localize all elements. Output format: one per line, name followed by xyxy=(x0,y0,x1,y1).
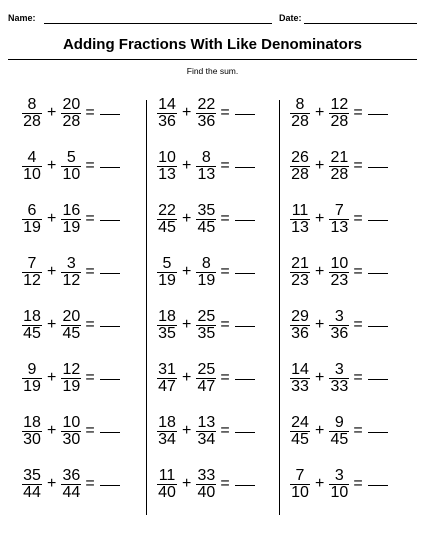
numerator: 14 xyxy=(291,360,309,378)
problem-item xyxy=(157,252,255,292)
plus-sign: + xyxy=(182,104,192,121)
addend-fraction xyxy=(157,256,177,289)
denominator: 19 xyxy=(23,377,41,395)
equals-sign: = xyxy=(353,104,363,121)
denominator: 12 xyxy=(62,271,81,289)
plus-sign: + xyxy=(47,104,57,121)
numerator: 22 xyxy=(197,95,216,113)
addend-fraction xyxy=(61,415,81,448)
denominator: 45 xyxy=(62,324,81,342)
answer-blank[interactable] xyxy=(368,326,388,327)
equals-sign: = xyxy=(85,316,95,333)
addend-fraction xyxy=(157,415,177,448)
numerator: 20 xyxy=(62,95,81,113)
addend-fraction xyxy=(61,97,81,130)
problem-item xyxy=(22,93,120,133)
numerator: 5 xyxy=(157,256,177,273)
denominator: 44 xyxy=(23,483,41,501)
addend-fraction xyxy=(157,309,177,342)
numerator: 8 xyxy=(196,256,216,273)
addend-fraction xyxy=(329,362,349,395)
plus-sign: + xyxy=(47,475,57,492)
answer-blank[interactable] xyxy=(235,273,255,274)
denominator: 13 xyxy=(291,218,309,236)
answer-blank[interactable] xyxy=(368,379,388,380)
equals-sign: = xyxy=(353,475,363,492)
numerator: 11 xyxy=(158,466,176,484)
problem-item xyxy=(157,93,255,133)
equals-sign: = xyxy=(353,422,363,439)
addend-fraction xyxy=(22,362,42,395)
worksheet-title: Adding Fractions With Like Denominators xyxy=(62,36,363,53)
answer-blank[interactable] xyxy=(235,326,255,327)
problem-item xyxy=(157,199,255,239)
plus-sign: + xyxy=(182,210,192,227)
addend-fraction xyxy=(157,97,177,130)
numerator: 3 xyxy=(329,362,349,379)
answer-blank[interactable] xyxy=(100,273,120,274)
problem-item xyxy=(22,464,120,504)
addend-fraction xyxy=(157,362,177,395)
addend-fraction xyxy=(22,97,42,130)
addend-fraction xyxy=(290,362,310,395)
plus-sign: + xyxy=(182,475,192,492)
denominator: 45 xyxy=(158,218,176,236)
addend-fraction xyxy=(196,150,216,183)
equals-sign: = xyxy=(353,369,363,386)
plus-sign: + xyxy=(47,210,57,227)
numerator: 16 xyxy=(62,201,81,219)
addend-fraction xyxy=(157,468,177,501)
numerator: 21 xyxy=(330,148,349,166)
equals-sign: = xyxy=(353,316,363,333)
addend-fraction xyxy=(22,256,42,289)
numerator: 18 xyxy=(158,413,176,431)
addend-fraction xyxy=(61,309,81,342)
denominator: 33 xyxy=(330,377,349,395)
addend-fraction xyxy=(22,415,42,448)
denominator: 10 xyxy=(23,165,41,183)
answer-blank[interactable] xyxy=(368,114,388,115)
denominator: 45 xyxy=(330,430,349,448)
numerator: 3 xyxy=(61,256,81,273)
plus-sign: + xyxy=(182,263,192,280)
denominator: 19 xyxy=(62,377,81,395)
denominator: 40 xyxy=(197,483,216,501)
plus-sign: + xyxy=(182,157,192,174)
equals-sign: = xyxy=(220,475,230,492)
addend-fraction xyxy=(157,150,177,183)
answer-blank[interactable] xyxy=(368,167,388,168)
addend-fraction xyxy=(196,415,216,448)
numerator: 13 xyxy=(197,413,216,431)
answer-blank[interactable] xyxy=(235,485,255,486)
equals-sign: = xyxy=(85,475,95,492)
addend-fraction xyxy=(290,468,310,501)
numerator: 11 xyxy=(291,201,309,219)
numerator: 20 xyxy=(62,307,81,325)
plus-sign: + xyxy=(315,369,325,386)
problem-item xyxy=(157,305,255,345)
addend-fraction xyxy=(290,97,310,130)
problem-item xyxy=(22,358,120,398)
addend-fraction xyxy=(196,203,216,236)
denominator: 36 xyxy=(197,112,216,130)
equals-sign: = xyxy=(85,422,95,439)
numerator: 24 xyxy=(291,413,309,431)
addend-fraction xyxy=(61,203,81,236)
equals-sign: = xyxy=(353,263,363,280)
addend-fraction xyxy=(290,150,310,183)
answer-blank[interactable] xyxy=(100,220,120,221)
answer-blank[interactable] xyxy=(100,379,120,380)
answer-blank[interactable] xyxy=(368,273,388,274)
answer-blank[interactable] xyxy=(368,432,388,433)
equals-sign: = xyxy=(220,104,230,121)
answer-blank[interactable] xyxy=(235,167,255,168)
denominator: 47 xyxy=(158,377,176,395)
numerator: 21 xyxy=(291,254,309,272)
denominator: 35 xyxy=(197,324,216,342)
plus-sign: + xyxy=(315,475,325,492)
plus-sign: + xyxy=(47,369,57,386)
denominator: 34 xyxy=(197,430,216,448)
column-divider xyxy=(146,100,147,515)
denominator: 19 xyxy=(158,271,176,289)
addend-fraction xyxy=(329,203,349,236)
numerator: 7 xyxy=(22,256,42,273)
numerator: 35 xyxy=(23,466,41,484)
plus-sign: + xyxy=(182,422,192,439)
denominator: 45 xyxy=(23,324,41,342)
equals-sign: = xyxy=(85,263,95,280)
denominator: 13 xyxy=(330,218,349,236)
denominator: 30 xyxy=(23,430,41,448)
equals-sign: = xyxy=(85,104,95,121)
answer-blank[interactable] xyxy=(100,485,120,486)
numerator: 29 xyxy=(291,307,309,325)
name-label: Name: xyxy=(8,13,36,23)
addend-fraction xyxy=(61,256,81,289)
problem-item xyxy=(22,252,120,292)
problem-item xyxy=(22,199,120,239)
answer-blank[interactable] xyxy=(368,485,388,486)
problem-item xyxy=(290,411,388,451)
addend-fraction xyxy=(329,97,349,130)
equals-sign: = xyxy=(220,369,230,386)
plus-sign: + xyxy=(315,210,325,227)
equals-sign: = xyxy=(85,369,95,386)
title-divider xyxy=(8,59,417,60)
denominator: 13 xyxy=(158,165,176,183)
answer-blank[interactable] xyxy=(235,220,255,221)
answer-blank[interactable] xyxy=(100,167,120,168)
numerator: 25 xyxy=(197,360,216,378)
plus-sign: + xyxy=(47,157,57,174)
addend-fraction xyxy=(196,362,216,395)
numerator: 18 xyxy=(158,307,176,325)
problem-item xyxy=(157,358,255,398)
problem-item xyxy=(290,358,388,398)
denominator: 28 xyxy=(62,112,81,130)
numerator: 8 xyxy=(196,150,216,167)
denominator: 45 xyxy=(197,218,216,236)
denominator: 10 xyxy=(291,483,309,501)
addend-fraction xyxy=(329,415,349,448)
numerator: 8 xyxy=(22,97,42,114)
addend-fraction xyxy=(196,309,216,342)
instruction-text: Find the sum. xyxy=(186,66,239,76)
numerator: 9 xyxy=(22,362,42,379)
equals-sign: = xyxy=(220,157,230,174)
denominator: 28 xyxy=(291,112,309,130)
denominator: 36 xyxy=(291,324,309,342)
addend-fraction xyxy=(290,203,310,236)
addend-fraction xyxy=(290,309,310,342)
denominator: 36 xyxy=(158,112,176,130)
problem-item xyxy=(290,146,388,186)
denominator: 10 xyxy=(330,483,349,501)
equals-sign: = xyxy=(353,210,363,227)
numerator: 6 xyxy=(22,203,42,220)
numerator: 33 xyxy=(197,466,216,484)
numerator: 22 xyxy=(158,201,176,219)
numerator: 7 xyxy=(329,203,349,220)
denominator: 45 xyxy=(291,430,309,448)
denominator: 33 xyxy=(291,377,309,395)
equals-sign: = xyxy=(85,157,95,174)
addend-fraction xyxy=(61,468,81,501)
numerator: 10 xyxy=(158,148,176,166)
numerator: 35 xyxy=(197,201,216,219)
addend-fraction xyxy=(61,362,81,395)
numerator: 14 xyxy=(158,95,176,113)
problem-item xyxy=(157,411,255,451)
denominator: 23 xyxy=(291,271,309,289)
column-divider xyxy=(279,100,280,515)
numerator: 12 xyxy=(330,95,349,113)
addend-fraction xyxy=(329,309,349,342)
denominator: 44 xyxy=(62,483,81,501)
numerator: 9 xyxy=(329,415,349,432)
addend-fraction xyxy=(22,309,42,342)
denominator: 36 xyxy=(330,324,349,342)
numerator: 36 xyxy=(62,466,81,484)
problem-item xyxy=(290,199,388,239)
addend-fraction xyxy=(22,150,42,183)
equals-sign: = xyxy=(353,157,363,174)
denominator: 47 xyxy=(197,377,216,395)
answer-blank[interactable] xyxy=(235,379,255,380)
numerator: 4 xyxy=(22,150,42,167)
numerator: 12 xyxy=(62,360,81,378)
equals-sign: = xyxy=(85,210,95,227)
numerator: 18 xyxy=(23,413,41,431)
plus-sign: + xyxy=(315,316,325,333)
addend-fraction xyxy=(290,256,310,289)
plus-sign: + xyxy=(315,157,325,174)
answer-blank[interactable] xyxy=(100,432,120,433)
equals-sign: = xyxy=(220,263,230,280)
answer-blank[interactable] xyxy=(100,326,120,327)
denominator: 28 xyxy=(291,165,309,183)
denominator: 19 xyxy=(23,218,41,236)
addend-fraction xyxy=(61,150,81,183)
numerator: 10 xyxy=(62,413,81,431)
denominator: 28 xyxy=(23,112,41,130)
addend-fraction xyxy=(290,415,310,448)
denominator: 30 xyxy=(62,430,81,448)
addend-fraction xyxy=(196,468,216,501)
numerator: 10 xyxy=(330,254,349,272)
equals-sign: = xyxy=(220,316,230,333)
denominator: 12 xyxy=(23,271,41,289)
addend-fraction xyxy=(196,256,216,289)
numerator: 31 xyxy=(158,360,176,378)
answer-blank[interactable] xyxy=(100,114,120,115)
addend-fraction xyxy=(157,203,177,236)
plus-sign: + xyxy=(315,263,325,280)
date-field-line[interactable] xyxy=(304,23,417,24)
problem-item xyxy=(22,305,120,345)
denominator: 40 xyxy=(158,483,176,501)
denominator: 19 xyxy=(197,271,216,289)
problem-item xyxy=(22,146,120,186)
plus-sign: + xyxy=(47,263,57,280)
addend-fraction xyxy=(329,256,349,289)
problem-item xyxy=(157,464,255,504)
plus-sign: + xyxy=(47,422,57,439)
denominator: 13 xyxy=(197,165,216,183)
problem-item xyxy=(290,252,388,292)
equals-sign: = xyxy=(220,422,230,439)
answer-blank[interactable] xyxy=(235,432,255,433)
plus-sign: + xyxy=(47,316,57,333)
numerator: 3 xyxy=(329,468,349,485)
addend-fraction xyxy=(196,97,216,130)
denominator: 10 xyxy=(62,165,81,183)
problem-item xyxy=(290,93,388,133)
addend-fraction xyxy=(329,150,349,183)
plus-sign: + xyxy=(315,104,325,121)
numerator: 7 xyxy=(290,468,310,485)
problem-item xyxy=(290,464,388,504)
answer-blank[interactable] xyxy=(235,114,255,115)
numerator: 3 xyxy=(329,309,349,326)
plus-sign: + xyxy=(182,369,192,386)
numerator: 25 xyxy=(197,307,216,325)
addend-fraction xyxy=(22,203,42,236)
numerator: 8 xyxy=(290,97,310,114)
numerator: 26 xyxy=(291,148,309,166)
numerator: 5 xyxy=(61,150,81,167)
plus-sign: + xyxy=(182,316,192,333)
denominator: 34 xyxy=(158,430,176,448)
denominator: 19 xyxy=(62,218,81,236)
problem-item xyxy=(22,411,120,451)
denominator: 23 xyxy=(330,271,349,289)
addend-fraction xyxy=(329,468,349,501)
plus-sign: + xyxy=(315,422,325,439)
date-label: Date: xyxy=(279,13,302,23)
denominator: 35 xyxy=(158,324,176,342)
problem-item xyxy=(290,305,388,345)
denominator: 28 xyxy=(330,165,349,183)
problem-item xyxy=(157,146,255,186)
name-field-line[interactable] xyxy=(44,23,272,24)
equals-sign: = xyxy=(220,210,230,227)
addend-fraction xyxy=(22,468,42,501)
numerator: 18 xyxy=(23,307,41,325)
answer-blank[interactable] xyxy=(368,220,388,221)
denominator: 28 xyxy=(330,112,349,130)
header-row xyxy=(8,12,417,26)
